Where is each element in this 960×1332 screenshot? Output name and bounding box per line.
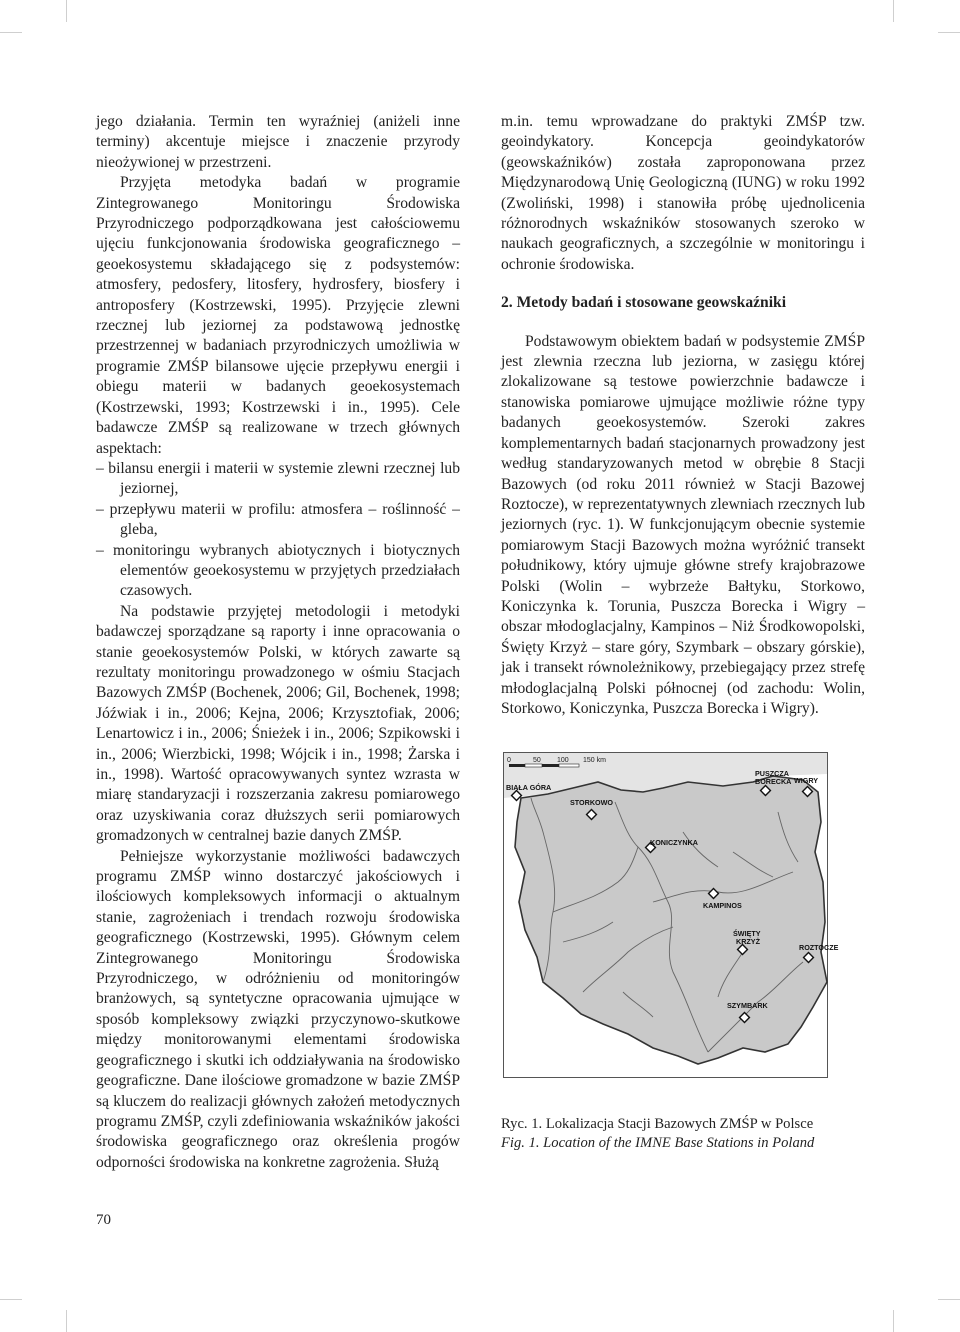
station-label: PUSZCZA [755,769,789,778]
list-item: – przepływu materii w profilu: atmosfera – roślinność – gleba, [96,500,460,541]
scale-label: 100 [557,757,569,764]
paragraph: Przyjęta metodyka badań w programie Zintegrowanego Monitoringu Środowiska Przyrodniczego podporządkowana jest całościowemu ujęciu funkcjonowania środowiska geograficznego – geoekosystemu składającego się z podsystemów: atmosfery, pedosfery, litosfery, hydrosfery, biosfery i antroposfery (Kostrzewski, 1995). Przyjęcie zlewni rzecznej lub jeziornej za podstawową jednostkę przestrzennej w badaniach przyrodniczych umożliwia w programie ZMŚP bilansowe ujęcie przepływu energii i obiegu materii w badanych geoekosystemach (Kostrzewski, 1993; Kostrzewski i in., 1995). Cele badawcze ZMŚP są realizowane w trzech głównych aspektach: [96,174,460,457]
station-label: STORKOWO [570,798,613,807]
crop-mark [938,32,960,33]
crop-mark [66,1310,67,1332]
paragraph: m.in. temu wprowadzane do praktyki ZMŚP tzw. geoindykatory. Koncepcja geoindykatorów (geowskaźników) została zaproponowana przez Międzynarodową Unię Geologiczną (IUNG) w roku 1992 (Zwoliński, 1998) i stanowiła próbę ujednolicenia różnorodnych wskaźników stosowanych szeroko w naukach geograficznych, a szczególnie w monitoringu i ochronie środowiska. [501,113,865,273]
paragraph: Na podstawie przyjętej metodologii i metodyki badawczej sporządzane są raporty i inne opracowania o stanie geoekosystemów Polski, w których zawarte są rezultaty monitoringu prowadzonego w ośmiu Stacjach Bazowych ZMŚP (Bochenek, 2006; Gil, Bochenek, 1998; Jóźwiak i in., 2006; Kejna, 2006; Krzysztofiak, 2006; Lenartowicz i in., 2006; Śnieżek i in., 2006; Szpikowski i in., 2006; Wierzbicki, 1998; Wójcik i in., 1998; Żarska i in., 1998). Wartość opracowywanych syntez wzrasta w miarę standaryzacji i rozszerzania zakresu pomiarowego oraz uzyskiwania coraz dłuższych serii pomiarowych gromadzonych w centralnej bazie danych ZMŚP. [96,602,460,845]
crop-mark [0,1299,22,1300]
page-number: 70 [96,1212,111,1228]
station-label: BORECKA [755,777,792,786]
list-item: – bilansu energii i materii w systemie zlewni rzecznej lub jeziornej, [96,459,460,500]
paragraph: jego działania. Termin ten wyraźniej (aniżeli inne terminy) akcentuje miejsce i znaczenie przyrody nieożywionej w przestrzeni. [96,113,460,171]
station-label: SZYMBARK [727,1001,768,1010]
left-column [96,112,460,1173]
station-label: ŚWIĘTY [733,929,761,938]
paragraph: Pełniejsze wykorzystanie możliwości badawczych programu ZMŚP winno dostarczyć jakościowych i ilościowych kompleksowych informacji o aktualnym stanie, zagrożeniach i trendach rozwoju środowiska geograficznego (Kostrzewski, 1995). Głównym celem Zintegrowanego Monitoringu Środowiska Przyrodniczego, w odróżnieniu od monitoringów branżowych, są syntetyczne opracowania ujmujące w sposób kompleksowy związki przyczynowo-skutkowe między monitorowanymi elementami środowiska geograficznego i skutki ich oddziaływania na środowisko geograficzne. Dane ilościowe gromadzone w bazie ZMŚP są kluczem do realizacji głównych założeń metodycznych programu ZMŚP, czyli zdefiniowania wskaźników jakości środowiska geograficznego oraz określenia progów odporności środowiska na konkretne zagrożenia. Służą [96,847,460,1171]
figure-caption [501,1115,865,1153]
scale-label: 0 [507,757,511,764]
crop-mark [893,0,894,22]
section-heading: 2. Metody badań i stosowane geowskaźniki [501,294,787,312]
station-label: KRZYŻ [736,937,760,946]
caption-polish: Ryc. 1. Lokalizacja Stacji Bazowych ZMŚP w Polsce [501,1116,814,1132]
station-map [503,752,839,1078]
crop-mark [0,32,22,33]
crop-mark [938,1299,960,1300]
station-label: WIGRY [794,776,819,785]
list-item: – monitoringu wybranych abiotycznych i biotycznych elementów geoekosystemu w przyjętych przedziałach czasowych. [96,541,460,602]
map-svg [503,752,839,1078]
right-column [501,112,865,719]
station-label: KAMPINOS [703,901,742,910]
caption-english: Fig. 1. Location of the IMNE Base Stations in Poland [501,1135,815,1151]
station-label: KONICZYNKA [650,838,698,847]
station-label: BIAŁA GÓRA [506,783,552,792]
station-label: ROZTOCZE [799,943,839,952]
scale-label: 50 [533,757,541,764]
scale-label: 150 km [583,757,606,764]
paragraph: Podstawowym obiektem badań w podsystemie ZMŚP jest zlewnia rzeczna lub jeziorna, w zasięgu której zlokalizowane są testowe powierzchnie badawcze i stanowiska pomiarowe ujmujące możliwie różne typy badanych geoekosystemów. Szeroki zakres komplementarnych badań stacjonarnych prowadzony jest według standaryzowanych metod w obrębie 8 Stacji Bazowych (od roku 2011 również w Stacji Bazowej Roztocze), w reprezentatywnych zlewniach rzecznych lub jeziornych (ryc. 1). W funkcjonującym obecnie systemie pomiarowym Stacji Bazowych można wyróżnić transekt południkowy, który ujmuje główne strefy krajobrazowe Polski (Wolin – wybrzeże Bałtyku, Storkowo, Koniczynka k. Torunia, Puszcza Borecka i Wigry – obszar młodoglacjalny, Kampinos – Niż Środkowopolski, Święty Krzyż – stare góry, Szymbark – obszary górskie), jak i transekt równoleżnikowy, przebiegający przez strefę młodoglacjalną Polski północnej (od zachodu: Wolin, Storkowo, Koniczynka, Puszcza Borecka i Wigry). [501,332,865,717]
aspects-list [96,459,460,602]
crop-mark [893,1310,894,1332]
crop-mark [66,0,67,22]
